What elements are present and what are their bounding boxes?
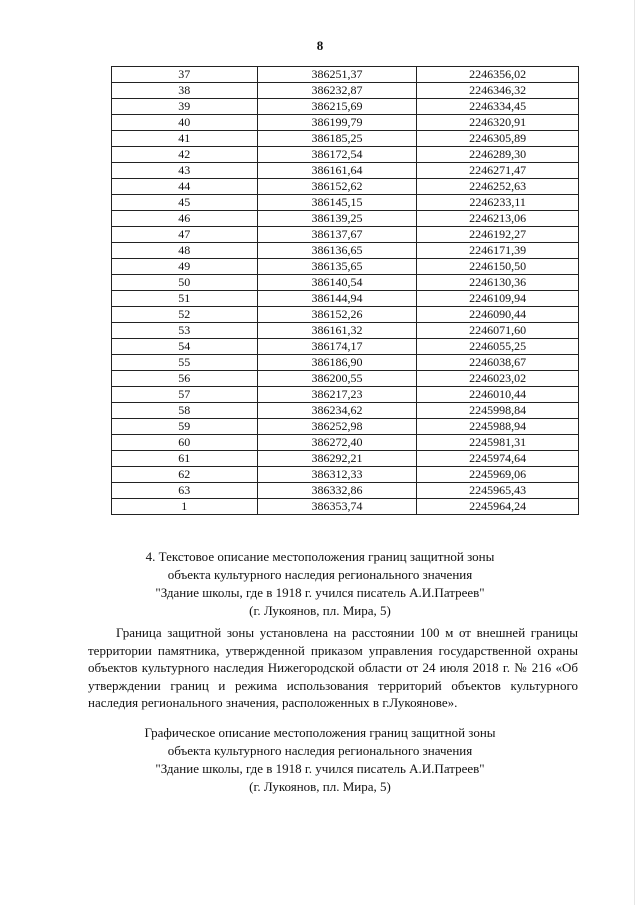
table-row [112, 163, 579, 179]
point-number-cell: 40 [112, 115, 258, 131]
point-number-cell: 42 [112, 147, 258, 163]
y-coordinate-cell: 2246038,67 [417, 355, 579, 371]
x-coordinate-cell: 386139,25 [257, 211, 417, 227]
point-number-cell: 43 [112, 163, 258, 179]
x-coordinate-cell: 386152,62 [257, 179, 417, 195]
table-row [112, 211, 579, 227]
table-row [112, 419, 579, 435]
point-number-cell: 39 [112, 99, 258, 115]
table-row [112, 115, 579, 131]
point-number-cell: 58 [112, 403, 258, 419]
x-coordinate-cell: 386172,54 [257, 147, 417, 163]
graphic-object-type: объекта культурного наследия регионального значения [167, 743, 473, 758]
point-number-cell: 59 [112, 419, 258, 435]
x-coordinate-cell: 386161,32 [257, 323, 417, 339]
x-coordinate-cell: 386234,62 [257, 403, 417, 419]
section-4-heading [0, 548, 640, 620]
y-coordinate-cell: 2245998,84 [417, 403, 579, 419]
x-coordinate-cell: 386152,26 [257, 307, 417, 323]
y-coordinate-cell: 2245969,06 [417, 467, 579, 483]
point-number-cell: 45 [112, 195, 258, 211]
table-row [112, 67, 579, 83]
scan-edge-line [634, 0, 635, 905]
x-coordinate-cell: 386353,74 [257, 499, 417, 515]
y-coordinate-cell: 2246192,27 [417, 227, 579, 243]
point-number-cell: 50 [112, 275, 258, 291]
x-coordinate-cell: 386135,65 [257, 259, 417, 275]
point-number-cell: 41 [112, 131, 258, 147]
section-4-object-name: "Здание школы, где в 1918 г. учился писатель А.И.Патреев" [155, 585, 485, 600]
x-coordinate-cell: 386185,25 [257, 131, 417, 147]
x-coordinate-cell: 386252,98 [257, 419, 417, 435]
point-number-cell: 54 [112, 339, 258, 355]
point-number-cell: 38 [112, 83, 258, 99]
x-coordinate-cell: 386137,67 [257, 227, 417, 243]
y-coordinate-cell: 2246010,44 [417, 387, 579, 403]
point-number-cell: 51 [112, 291, 258, 307]
section-4-object-type: объекта культурного наследия регионального значения [167, 567, 473, 582]
point-number-cell: 48 [112, 243, 258, 259]
coordinates-table [111, 66, 579, 515]
y-coordinate-cell: 2246055,25 [417, 339, 579, 355]
x-coordinate-cell: 386292,21 [257, 451, 417, 467]
y-coordinate-cell: 2246305,89 [417, 131, 579, 147]
table-row [112, 403, 579, 419]
y-coordinate-cell: 2246213,06 [417, 211, 579, 227]
x-coordinate-cell: 386215,69 [257, 99, 417, 115]
x-coordinate-cell: 386140,54 [257, 275, 417, 291]
y-coordinate-cell: 2246289,30 [417, 147, 579, 163]
y-coordinate-cell: 2245964,24 [417, 499, 579, 515]
y-coordinate-cell: 2246090,44 [417, 307, 579, 323]
y-coordinate-cell: 2246334,45 [417, 99, 579, 115]
table-row [112, 339, 579, 355]
x-coordinate-cell: 386186,90 [257, 355, 417, 371]
point-number-cell: 49 [112, 259, 258, 275]
x-coordinate-cell: 386232,87 [257, 83, 417, 99]
y-coordinate-cell: 2246252,63 [417, 179, 579, 195]
point-number-cell: 1 [112, 499, 258, 515]
y-coordinate-cell: 2246071,60 [417, 323, 579, 339]
table-row [112, 99, 579, 115]
graphic-object-name: "Здание школы, где в 1918 г. учился писатель А.И.Патреев" [155, 761, 485, 776]
section-4-address: (г. Лукоянов, пл. Мира, 5) [249, 603, 391, 618]
table-row [112, 499, 579, 515]
table-row [112, 451, 579, 467]
y-coordinate-cell: 2245974,64 [417, 451, 579, 467]
x-coordinate-cell: 386217,23 [257, 387, 417, 403]
y-coordinate-cell: 2246356,02 [417, 67, 579, 83]
point-number-cell: 53 [112, 323, 258, 339]
table-row [112, 147, 579, 163]
point-number-cell: 37 [112, 67, 258, 83]
table-row [112, 467, 579, 483]
y-coordinate-cell: 2246130,36 [417, 275, 579, 291]
x-coordinate-cell: 386199,79 [257, 115, 417, 131]
point-number-cell: 47 [112, 227, 258, 243]
point-number-cell: 63 [112, 483, 258, 499]
point-number-cell: 46 [112, 211, 258, 227]
section-4-title: 4. Текстовое описание местоположения границ защитной зоны [145, 549, 495, 564]
x-coordinate-cell: 386200,55 [257, 371, 417, 387]
table-row [112, 371, 579, 387]
table-row [112, 83, 579, 99]
table-row [112, 483, 579, 499]
table-row [112, 291, 579, 307]
y-coordinate-cell: 2246171,39 [417, 243, 579, 259]
y-coordinate-cell: 2246150,50 [417, 259, 579, 275]
table-row [112, 355, 579, 371]
point-number-cell: 57 [112, 387, 258, 403]
point-number-cell: 44 [112, 179, 258, 195]
point-number-cell: 60 [112, 435, 258, 451]
table-row [112, 131, 579, 147]
table-row [112, 195, 579, 211]
y-coordinate-cell: 2246346,32 [417, 83, 579, 99]
x-coordinate-cell: 386144,94 [257, 291, 417, 307]
y-coordinate-cell: 2246233,11 [417, 195, 579, 211]
x-coordinate-cell: 386272,40 [257, 435, 417, 451]
x-coordinate-cell: 386136,65 [257, 243, 417, 259]
x-coordinate-cell: 386332,86 [257, 483, 417, 499]
table-row [112, 179, 579, 195]
y-coordinate-cell: 2245981,31 [417, 435, 579, 451]
table-row [112, 307, 579, 323]
table-row [112, 323, 579, 339]
point-number-cell: 55 [112, 355, 258, 371]
coordinates-table-body [112, 67, 579, 515]
y-coordinate-cell: 2246320,91 [417, 115, 579, 131]
point-number-cell: 52 [112, 307, 258, 323]
y-coordinate-cell: 2245988,94 [417, 419, 579, 435]
point-number-cell: 61 [112, 451, 258, 467]
table-row [112, 387, 579, 403]
x-coordinate-cell: 386145,15 [257, 195, 417, 211]
y-coordinate-cell: 2246271,47 [417, 163, 579, 179]
y-coordinate-cell: 2246109,94 [417, 291, 579, 307]
y-coordinate-cell: 2245965,43 [417, 483, 579, 499]
table-row [112, 243, 579, 259]
x-coordinate-cell: 386161,64 [257, 163, 417, 179]
graphic-title: Графическое описание местоположения границ защитной зоны [144, 725, 496, 740]
page-number: 8 [316, 38, 324, 53]
x-coordinate-cell: 386174,17 [257, 339, 417, 355]
table-row [112, 259, 579, 275]
table-row [112, 435, 579, 451]
table-row [112, 275, 579, 291]
y-coordinate-cell: 2246023,02 [417, 371, 579, 387]
graphic-description-heading [0, 724, 640, 796]
x-coordinate-cell: 386312,33 [257, 467, 417, 483]
table-row [112, 227, 579, 243]
graphic-address: (г. Лукоянов, пл. Мира, 5) [249, 779, 391, 794]
point-number-cell: 56 [112, 371, 258, 387]
boundary-description-paragraph: Граница защитной зоны установлена на расстоянии 100 м от внешней границы территории памятника, утвержденной приказом управления государственной охраны объектов культурного наследия Нижегородской области от 24 июля 2018 г. № 216 «Об утверждении границ и режима использования территорий объектов культурного наследия регионального значения, расположенных в г.Лукоянове». [88, 625, 578, 710]
x-coordinate-cell: 386251,37 [257, 67, 417, 83]
point-number-cell: 62 [112, 467, 258, 483]
